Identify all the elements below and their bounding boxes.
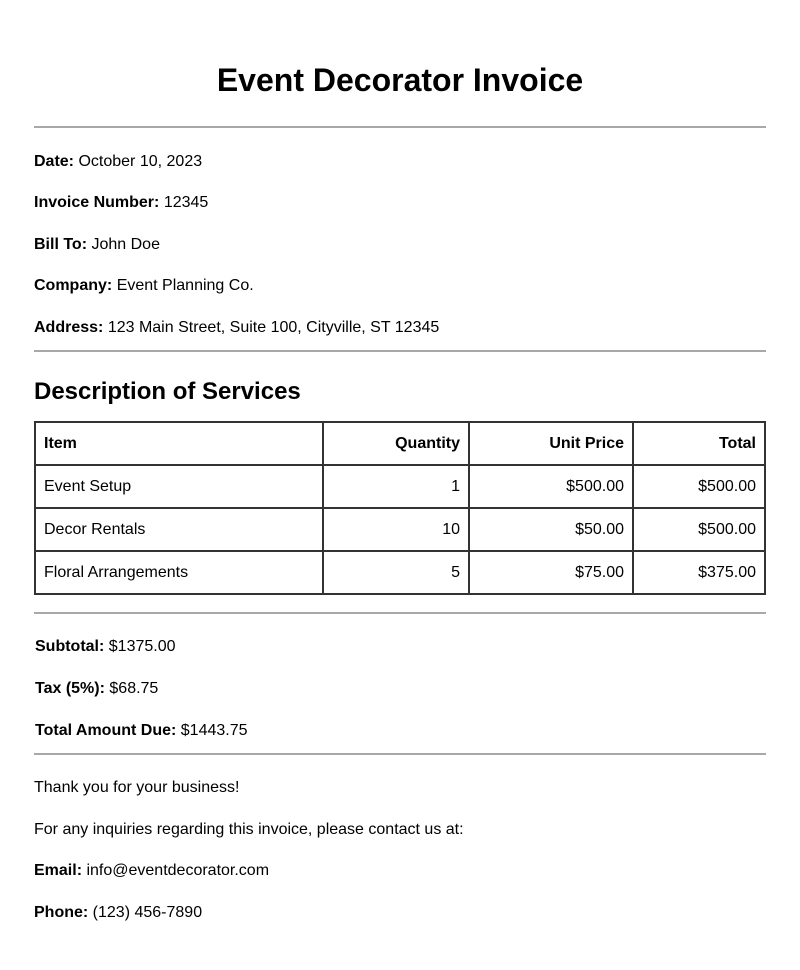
invoice-number-value: 12345 (163, 194, 209, 211)
divider (34, 350, 766, 352)
tax-line (35, 679, 158, 699)
company-line (34, 276, 254, 296)
bill-to-label: Bill To: (34, 236, 88, 253)
subtotal-line (35, 637, 176, 657)
total-due-line (35, 721, 248, 741)
address-line (34, 318, 439, 338)
invoice-title: Event Decorator Invoice (216, 62, 584, 98)
company-value: Event Planning Co. (116, 277, 254, 294)
services-heading: Description of Services (34, 378, 301, 405)
email-label: Email: (34, 862, 83, 879)
table-row (35, 508, 765, 551)
email-value: info@eventdecorator.com (86, 862, 270, 879)
email-line (34, 861, 269, 881)
divider (34, 612, 766, 614)
cell-total: $375.00 (633, 551, 765, 594)
divider (34, 753, 766, 755)
table-row (35, 465, 765, 508)
cell-total: $500.00 (633, 465, 765, 508)
tax-label: Tax (5%): (35, 680, 105, 697)
total-due-label: Total Amount Due: (35, 722, 177, 739)
tax-value: $68.75 (109, 680, 159, 697)
cell-unit-price: $500.00 (469, 465, 633, 508)
cell-quantity: 5 (323, 551, 469, 594)
bill-to-line (34, 235, 160, 255)
date-line (34, 152, 202, 172)
subtotal-label: Subtotal: (35, 638, 105, 655)
subtotal-value: $1375.00 (108, 638, 176, 655)
column-header-item: Item (35, 422, 323, 465)
column-header-unit-price: Unit Price (469, 422, 633, 465)
date-value: October 10, 2023 (78, 153, 203, 170)
phone-label: Phone: (34, 904, 89, 921)
cell-item: Floral Arrangements (35, 551, 323, 594)
cell-item: Event Setup (35, 465, 323, 508)
cell-quantity: 1 (323, 465, 469, 508)
column-header-quantity: Quantity (323, 422, 469, 465)
date-label: Date: (34, 153, 75, 170)
cell-item: Decor Rentals (35, 508, 323, 551)
services-table (34, 421, 766, 595)
column-header-total: Total (633, 422, 765, 465)
divider (34, 126, 766, 128)
thank-you-text: Thank you for your business! (34, 779, 240, 796)
table-header-row (35, 422, 765, 465)
address-label: Address: (34, 319, 104, 336)
bill-to-value: John Doe (91, 236, 160, 253)
invoice-number-line (34, 193, 208, 213)
phone-value: (123) 456-7890 (92, 904, 203, 921)
address-value: 123 Main Street, Suite 100, Cityville, ST 12345 (107, 319, 440, 336)
cell-quantity: 10 (323, 508, 469, 551)
company-label: Company: (34, 277, 113, 294)
cell-total: $500.00 (633, 508, 765, 551)
cell-unit-price: $50.00 (469, 508, 633, 551)
total-due-value: $1443.75 (180, 722, 248, 739)
inquiries-text: For any inquiries regarding this invoice, please contact us at: (34, 821, 464, 838)
table-row (35, 551, 765, 594)
invoice-number-label: Invoice Number: (34, 194, 160, 211)
phone-line (34, 903, 202, 923)
cell-unit-price: $75.00 (469, 551, 633, 594)
